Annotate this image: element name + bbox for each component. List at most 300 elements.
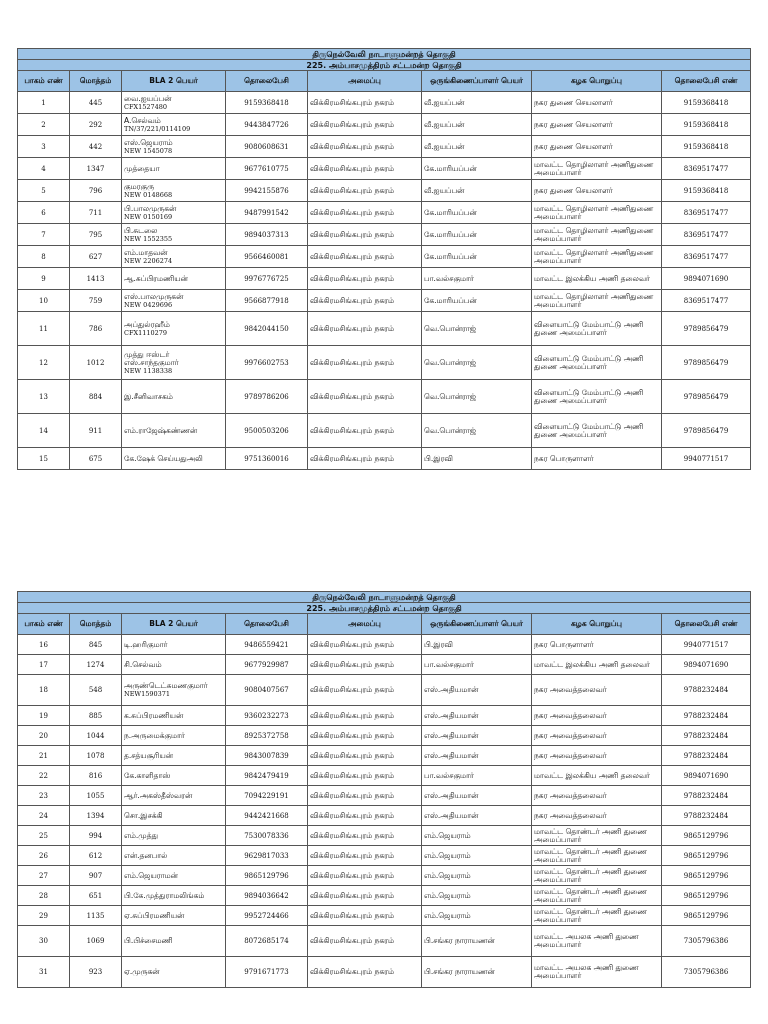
cell-coordinator-phone: 9789856479 <box>662 312 751 346</box>
cell-total: 442 <box>70 136 122 158</box>
cell-total: 923 <box>70 957 122 988</box>
cell-total: 845 <box>70 635 122 655</box>
cell-total: 1347 <box>70 158 122 180</box>
cell-organization: விக்கிரமசிங்கபுரம் நகரம் <box>308 786 422 806</box>
cell-phone: 9487991542 <box>226 202 308 224</box>
table-row <box>18 224 751 246</box>
cell-part-no: 10 <box>18 290 70 312</box>
cell-coordinator: வீ.ஐயப்பன் <box>422 114 532 136</box>
cell-organization: விக்கிரமசிங்கபுரம் நகரம் <box>308 114 422 136</box>
header-coordinator-phone: தொலைபேசி எண் <box>662 71 751 92</box>
cell-coordinator: வீ.ஐயப்பன் <box>422 136 532 158</box>
cell-bla2-name <box>122 846 226 866</box>
bla2-id-text: TN/37/221/0114109 <box>124 124 191 133</box>
cell-organization: விக்கிரமசிங்கபுரம் நகரம் <box>308 290 422 312</box>
header-bla2-name: BLA 2 பெயர் <box>122 614 226 635</box>
cell-party-role: மாவட்ட தொழிலாளர் அணிதுணை அமைப்பாளர் <box>532 224 662 246</box>
cell-part-no: 26 <box>18 846 70 866</box>
cell-part-no: 3 <box>18 136 70 158</box>
bla2-name-text: கே.ஷேக் செய்யதுஅலி <box>124 453 203 463</box>
cell-bla2-name <box>122 957 226 988</box>
cell-organization: விக்கிரமசிங்கபுரம் நகரம் <box>308 414 422 448</box>
table-row <box>18 826 751 846</box>
cell-part-no: 30 <box>18 926 70 957</box>
cell-party-role: மாவட்ட இலக்கிய அணி தலைவர் <box>532 268 662 290</box>
bla2-name-text: இ.சீனிவாசகம் <box>124 391 173 401</box>
cell-phone: 9677929987 <box>226 655 308 675</box>
cell-party-role: நகர அவைத்தலைவர் <box>532 746 662 766</box>
cell-total: 612 <box>70 846 122 866</box>
cell-part-no: 8 <box>18 246 70 268</box>
table-row <box>18 746 751 766</box>
cell-bla2-name <box>122 136 226 158</box>
cell-party-role: நகர அவைத்தலைவர் <box>532 786 662 806</box>
cell-coordinator: கே.மாரியப்பன் <box>422 290 532 312</box>
cell-coordinator: கே.மாரியப்பன் <box>422 202 532 224</box>
cell-bla2-name <box>122 766 226 786</box>
cell-phone: 9894037313 <box>226 224 308 246</box>
bla2-name-text: சி.செல்வம் <box>124 659 162 669</box>
table-row <box>18 957 751 988</box>
cell-coordinator: எம்.ஜெயராம் <box>422 866 532 886</box>
cell-total: 1055 <box>70 786 122 806</box>
cell-party-role: விளையாட்டு மேம்பாட்டு அணி துணை அமைப்பாளர் <box>532 414 662 448</box>
cell-part-no: 18 <box>18 675 70 706</box>
cell-coordinator-phone: 7305796386 <box>662 926 751 957</box>
cell-party-role: நகர துணை செயலாளர் <box>532 180 662 202</box>
cell-total: 795 <box>70 224 122 246</box>
cell-phone: 9842479419 <box>226 766 308 786</box>
cell-part-no: 23 <box>18 786 70 806</box>
bla2-name-text: எம்.மாதவன் <box>124 247 168 257</box>
cell-party-role: மாவட்ட தொழிலாளர் அணிதுணை அமைப்பாளர் <box>532 290 662 312</box>
cell-coordinator-phone: 9788232484 <box>662 806 751 826</box>
bla2-name-text: எம்.ஜெயராமன் <box>124 870 178 880</box>
cell-phone: 9566877918 <box>226 290 308 312</box>
bla2-name-text: அருண்டெட்சுமணகுமார் <box>124 681 208 690</box>
cell-part-no: 22 <box>18 766 70 786</box>
cell-bla2-name <box>122 414 226 448</box>
cell-part-no: 12 <box>18 346 70 380</box>
bla2-name-text: குமரகுரு <box>124 181 155 191</box>
cell-part-no: 19 <box>18 706 70 726</box>
cell-phone: 9976602753 <box>226 346 308 380</box>
cell-coordinator-phone: 8369517477 <box>662 224 751 246</box>
bla2-name-text: முத்து ஈஸ்டர் எஸ்.சாந்தகுமார் <box>124 349 179 367</box>
table-row <box>18 726 751 746</box>
table-row <box>18 180 751 202</box>
cell-total: 445 <box>70 92 122 114</box>
cell-part-no: 16 <box>18 635 70 655</box>
cell-phone: 8925372758 <box>226 726 308 746</box>
cell-part-no: 29 <box>18 906 70 926</box>
cell-bla2-name <box>122 826 226 846</box>
table-row <box>18 906 751 926</box>
table-row <box>18 635 751 655</box>
cell-coordinator-phone: 9789856479 <box>662 346 751 380</box>
header-part-no: பாகம் எண் <box>18 614 70 635</box>
cell-phone: 9894036642 <box>226 886 308 906</box>
cell-phone: 9629817033 <box>226 846 308 866</box>
cell-organization: விக்கிரமசிங்கபுரம் நகரம் <box>308 957 422 988</box>
cell-coordinator: எஸ்.அதியமான் <box>422 675 532 706</box>
cell-coordinator: எஸ்.அதியமான் <box>422 746 532 766</box>
cell-phone: 7530078336 <box>226 826 308 846</box>
bla2-name-text: எஸ்.பாலமுருகன் <box>124 291 184 301</box>
cell-bla2-name <box>122 380 226 414</box>
table-row <box>18 806 751 826</box>
cell-total: 1078 <box>70 746 122 766</box>
cell-organization: விக்கிரமசிங்கபுரம் நகரம் <box>308 906 422 926</box>
cell-party-role: நகர பொருளாளர் <box>532 635 662 655</box>
cell-coordinator: பா.வல்சகுமார் <box>422 655 532 675</box>
bla2-name-text: க.சுப்பிரமணியன் <box>124 710 184 720</box>
cell-total: 885 <box>70 706 122 726</box>
cell-bla2-name <box>122 246 226 268</box>
bla2-id-text: NEW 1545078 <box>124 146 173 155</box>
cell-organization: விக்கிரமசிங்கபுரம் நகரம் <box>308 246 422 268</box>
cell-bla2-name <box>122 268 226 290</box>
sheet-table-1 <box>17 48 750 470</box>
header-organization: அமைப்பு <box>308 614 422 635</box>
header-party-role: கழக பொறுப்பு <box>532 614 662 635</box>
cell-bla2-name <box>122 290 226 312</box>
cell-coordinator-phone: 9159368418 <box>662 180 751 202</box>
cell-total: 759 <box>70 290 122 312</box>
bla2-id-text: NEW 1552355 <box>124 234 173 243</box>
cell-coordinator-phone: 9865129796 <box>662 826 751 846</box>
cell-bla2-name <box>122 224 226 246</box>
cell-total: 1274 <box>70 655 122 675</box>
cell-party-role: மாவட்ட தொண்டர் அணி துணை அமைப்பாளர் <box>532 866 662 886</box>
cell-part-no: 1 <box>18 92 70 114</box>
cell-party-role: மாவட்ட தொண்டர் அணி துணை அமைப்பாளர் <box>532 846 662 866</box>
cell-organization: விக்கிரமசிங்கபுரம் நகரம் <box>308 136 422 158</box>
bla-table <box>17 48 751 470</box>
cell-party-role: நகர துணை செயலாளர் <box>532 136 662 158</box>
table-row <box>18 448 751 470</box>
cell-phone: 9080608631 <box>226 136 308 158</box>
cell-bla2-name <box>122 312 226 346</box>
cell-coordinator-phone: 9789856479 <box>662 414 751 448</box>
table-row <box>18 246 751 268</box>
cell-party-role: விளையாட்டு மேம்பாட்டு அணி துணை அமைப்பாளர் <box>532 312 662 346</box>
cell-bla2-name <box>122 346 226 380</box>
cell-total: 1394 <box>70 806 122 826</box>
cell-bla2-name <box>122 786 226 806</box>
bla2-id-text: CFX1110279 <box>124 328 168 337</box>
bla2-name-text: பி.கே.முத்துராமலிங்கம் <box>124 890 205 900</box>
cell-total: 796 <box>70 180 122 202</box>
cell-total: 1044 <box>70 726 122 746</box>
cell-organization: விக்கிரமசிங்கபுரம் நகரம் <box>308 826 422 846</box>
cell-coordinator: எஸ்.அதியமான் <box>422 726 532 746</box>
table-row <box>18 866 751 886</box>
cell-part-no: 17 <box>18 655 70 675</box>
bla2-id-text: NEW 0148668 <box>124 190 173 199</box>
cell-party-role: மாவட்ட அயலக அணி துணை அமைப்பாளர் <box>532 957 662 988</box>
table-body <box>18 635 751 988</box>
header-total: மொத்தம் <box>70 71 122 92</box>
table-subtitle: 225. அம்பாசமுத்திரம் சட்டமன்ற தொகுதி <box>18 603 751 614</box>
cell-organization: விக்கிரமசிங்கபுரம் நகரம் <box>308 926 422 957</box>
cell-bla2-name <box>122 906 226 926</box>
table-title: திருநெல்வேலி நாடாளுமன்றத் தொகுதி <box>18 592 751 603</box>
cell-phone: 9789786206 <box>226 380 308 414</box>
table-row <box>18 846 751 866</box>
cell-total: 627 <box>70 246 122 268</box>
cell-coordinator-phone: 8369517477 <box>662 202 751 224</box>
cell-phone: 9751360016 <box>226 448 308 470</box>
cell-bla2-name <box>122 202 226 224</box>
cell-party-role: மாவட்ட இலக்கிய அணி தலைவர் <box>532 655 662 675</box>
cell-organization: விக்கிரமசிங்கபுரம் நகரம் <box>308 746 422 766</box>
cell-bla2-name <box>122 180 226 202</box>
cell-phone: 7094229191 <box>226 786 308 806</box>
cell-total: 786 <box>70 312 122 346</box>
cell-organization: விக்கிரமசிங்கபுரம் நகரம் <box>308 726 422 746</box>
cell-phone: 9677610775 <box>226 158 308 180</box>
cell-organization: விக்கிரமசிங்கபுரம் நகரம் <box>308 180 422 202</box>
table-subtitle: 225. அம்பாசமுத்திரம் சட்டமன்ற தொகுதி <box>18 60 751 71</box>
header-part-no: பாகம் எண் <box>18 71 70 92</box>
cell-part-no: 5 <box>18 180 70 202</box>
cell-coordinator-phone: 9894071690 <box>662 766 751 786</box>
cell-part-no: 11 <box>18 312 70 346</box>
cell-part-no: 9 <box>18 268 70 290</box>
cell-coordinator: கே.மாரியப்பன் <box>422 224 532 246</box>
cell-part-no: 20 <box>18 726 70 746</box>
cell-coordinator-phone: 9788232484 <box>662 786 751 806</box>
cell-organization: விக்கிரமசிங்கபுரம் நகரம் <box>308 92 422 114</box>
cell-phone: 9976776725 <box>226 268 308 290</box>
bla2-name-text: எம்.முத்து <box>124 830 158 840</box>
cell-organization: விக்கிரமசிங்கபுரம் நகரம் <box>308 448 422 470</box>
cell-coordinator: எம்.ஜெயராம் <box>422 906 532 926</box>
cell-organization: விக்கிரமசிங்கபுரம் நகரம் <box>308 635 422 655</box>
cell-coordinator: கே.மாரியப்பன் <box>422 158 532 180</box>
cell-party-role: மாவட்ட அயலக அணி துணை அமைப்பாளர் <box>532 926 662 957</box>
cell-organization: விக்கிரமசிங்கபுரம் நகரம் <box>308 312 422 346</box>
table-row <box>18 414 751 448</box>
bla2-name-text: டி.ஹரிகுமார் <box>124 639 168 649</box>
cell-total: 675 <box>70 448 122 470</box>
cell-phone: 9952724466 <box>226 906 308 926</box>
cell-party-role: நகர அவைத்தலைவர் <box>532 806 662 826</box>
cell-coordinator-phone: 9159368418 <box>662 92 751 114</box>
header-coordinator-phone: தொலைபேசி எண் <box>662 614 751 635</box>
cell-party-role: மாவட்ட தொண்டர் அணி துணை அமைப்பாளர் <box>532 886 662 906</box>
cell-organization: விக்கிரமசிங்கபுரம் நகரம் <box>308 766 422 786</box>
cell-bla2-name <box>122 866 226 886</box>
cell-phone: 9842044150 <box>226 312 308 346</box>
bla2-name-text: த.சத்யசூரியன் <box>124 750 174 760</box>
cell-phone: 9566460081 <box>226 246 308 268</box>
cell-organization: விக்கிரமசிங்கபுரம் நகரம் <box>308 202 422 224</box>
table-row <box>18 312 751 346</box>
cell-party-role: மாவட்ட தொழிலாளர் அணிதுணை அமைப்பாளர் <box>532 202 662 224</box>
cell-coordinator-phone: 9789856479 <box>662 380 751 414</box>
cell-part-no: 31 <box>18 957 70 988</box>
cell-coordinator-phone: 9788232484 <box>662 746 751 766</box>
cell-coordinator-phone: 8369517477 <box>662 246 751 268</box>
cell-part-no: 13 <box>18 380 70 414</box>
header-coordinator: ஒருங்கிணைப்பாளர் பெயர் <box>422 614 532 635</box>
cell-party-role: நகர அவைத்தலைவர் <box>532 726 662 746</box>
cell-phone: 9159368418 <box>226 92 308 114</box>
cell-organization: விக்கிரமசிங்கபுரம் நகரம் <box>308 380 422 414</box>
cell-part-no: 15 <box>18 448 70 470</box>
cell-coordinator: பி.இரவி <box>422 635 532 655</box>
table-row <box>18 158 751 180</box>
bla2-name-text: சொ.இசக்கி <box>124 810 163 820</box>
cell-coordinator-phone: 9159368418 <box>662 136 751 158</box>
table-row <box>18 346 751 380</box>
cell-part-no: 21 <box>18 746 70 766</box>
table-title: திருநெல்வேலி நாடாளுமன்றத் தொகுதி <box>18 49 751 60</box>
cell-part-no: 2 <box>18 114 70 136</box>
bla2-id-text: NEW1590371 <box>124 690 171 698</box>
cell-bla2-name <box>122 635 226 655</box>
cell-party-role: மாவட்ட தொண்டர் அணி துணை அமைப்பாளர் <box>532 906 662 926</box>
bla2-name-text: ஆ.சுப்பிரமணியன் <box>124 273 188 283</box>
bla2-name-text: ஆர்.அகஸ்தீஸ்வரன் <box>124 790 193 800</box>
table-row <box>18 380 751 414</box>
cell-coordinator-phone: 9865129796 <box>662 906 751 926</box>
header-party-role: கழக பொறுப்பு <box>532 71 662 92</box>
cell-organization: விக்கிரமசிங்கபுரம் நகரம் <box>308 706 422 726</box>
cell-phone: 9843007839 <box>226 746 308 766</box>
bla2-name-text: கே.காளிதாஸ் <box>124 770 171 780</box>
bla-table <box>17 591 751 988</box>
cell-bla2-name <box>122 158 226 180</box>
header-bla2-name: BLA 2 பெயர் <box>122 71 226 92</box>
cell-party-role: மாவட்ட தொழிலாளர் அணிதுணை அமைப்பாளர் <box>532 246 662 268</box>
bla2-name-text: ந.அருமைக்குமார் <box>124 730 185 740</box>
cell-part-no: 14 <box>18 414 70 448</box>
cell-bla2-name <box>122 726 226 746</box>
cell-phone: 9791671773 <box>226 957 308 988</box>
cell-organization: விக்கிரமசிங்கபுரம் நகரம் <box>308 158 422 180</box>
cell-coordinator-phone: 9788232484 <box>662 675 751 706</box>
cell-part-no: 24 <box>18 806 70 826</box>
cell-total: 816 <box>70 766 122 786</box>
cell-coordinator: எம்.ஜெயராம் <box>422 846 532 866</box>
cell-party-role: மாவட்ட இலக்கிய அணி தலைவர் <box>532 766 662 786</box>
cell-coordinator-phone: 8369517477 <box>662 158 751 180</box>
table-row <box>18 886 751 906</box>
bla2-name-text: என்.தனபால் <box>124 850 168 860</box>
table-row <box>18 786 751 806</box>
cell-phone: 9865129796 <box>226 866 308 886</box>
bla2-id-text: NEW 1138338 <box>124 366 173 375</box>
bla2-name-text: A.செல்வம் <box>124 115 161 125</box>
cell-party-role: மாவட்ட தொழிலாளர் அணிதுணை அமைப்பாளர் <box>532 158 662 180</box>
bla2-id-text: CFX1527480 <box>124 102 168 111</box>
cell-coordinator-phone: 9865129796 <box>662 846 751 866</box>
cell-phone: 9942155876 <box>226 180 308 202</box>
cell-organization: விக்கிரமசிங்கபுரம் நகரம் <box>308 866 422 886</box>
cell-coordinator: வீ.ஐயப்பன் <box>422 92 532 114</box>
cell-coordinator-phone: 8369517477 <box>662 290 751 312</box>
bla2-name-text: எம்.ராஜேஷ்கண்ணன் <box>124 425 198 435</box>
cell-organization: விக்கிரமசிங்கபுரம் நகரம் <box>308 886 422 906</box>
table-row <box>18 706 751 726</box>
bla2-name-text: அப்துல்ரஹீம் <box>124 319 170 329</box>
bla2-id-text: NEW 0429696 <box>124 300 173 309</box>
cell-coordinator: பா.வல்சகுமார் <box>422 766 532 786</box>
cell-organization: விக்கிரமசிங்கபுரம் நகரம் <box>308 806 422 826</box>
cell-total: 1069 <box>70 926 122 957</box>
cell-party-role: நகர துணை செயலாளர் <box>532 92 662 114</box>
bla2-name-text: முத்தையா <box>124 163 160 173</box>
cell-phone: 9443847726 <box>226 114 308 136</box>
cell-organization: விக்கிரமசிங்கபுரம் நகரம் <box>308 846 422 866</box>
cell-part-no: 28 <box>18 886 70 906</box>
cell-coordinator: எம்.ஜெயராம் <box>422 826 532 846</box>
cell-phone: 9360232273 <box>226 706 308 726</box>
cell-total: 1012 <box>70 346 122 380</box>
cell-total: 1135 <box>70 906 122 926</box>
cell-total: 1413 <box>70 268 122 290</box>
cell-coordinator: வெ.பொன்ராஜ் <box>422 380 532 414</box>
cell-coordinator: வீ.ஐயப்பன் <box>422 180 532 202</box>
bla2-name-text: பி.பாலமுருகன் <box>124 203 177 213</box>
cell-bla2-name <box>122 448 226 470</box>
cell-total: 711 <box>70 202 122 224</box>
bla2-name-text: எஸ்.ஜெயராம் <box>124 137 173 147</box>
cell-coordinator: வெ.பொன்ராஜ் <box>422 312 532 346</box>
cell-coordinator: பி.சங்கர நாராயணன் <box>422 957 532 988</box>
cell-party-role: நகர துணை செயலாளர் <box>532 114 662 136</box>
cell-part-no: 27 <box>18 866 70 886</box>
bla2-name-text: பி.சுடலை <box>124 225 158 235</box>
header-coordinator: ஒருங்கிணைப்பாளர் பெயர் <box>422 71 532 92</box>
header-phone: தொலைபேசி <box>226 614 308 635</box>
bla2-name-text: ஏ.முருகன் <box>124 967 160 976</box>
cell-coordinator-phone: 9159368418 <box>662 114 751 136</box>
cell-coordinator-phone: 9865129796 <box>662 886 751 906</box>
cell-bla2-name <box>122 675 226 706</box>
cell-party-role: விளையாட்டு மேம்பாட்டு அணி துணை அமைப்பாளர் <box>532 380 662 414</box>
cell-coordinator: எம்.ஜெயராம் <box>422 886 532 906</box>
cell-bla2-name <box>122 886 226 906</box>
table-body <box>18 92 751 470</box>
header-total: மொத்தம் <box>70 614 122 635</box>
cell-coordinator: எஸ்.அதியமான் <box>422 706 532 726</box>
cell-coordinator-phone: 9894071690 <box>662 268 751 290</box>
table-row <box>18 290 751 312</box>
cell-bla2-name <box>122 806 226 826</box>
cell-organization: விக்கிரமசிங்கபுரம் நகரம் <box>308 346 422 380</box>
table-row <box>18 926 751 957</box>
table-row <box>18 114 751 136</box>
table-row <box>18 766 751 786</box>
cell-coordinator-phone: 7305796386 <box>662 957 751 988</box>
cell-bla2-name <box>122 706 226 726</box>
cell-bla2-name <box>122 92 226 114</box>
cell-party-role: நகர அவைத்தலைவர் <box>532 706 662 726</box>
cell-total: 907 <box>70 866 122 886</box>
cell-coordinator: கே.மாரியப்பன் <box>422 246 532 268</box>
cell-total: 911 <box>70 414 122 448</box>
cell-coordinator-phone: 9865129796 <box>662 866 751 886</box>
cell-coordinator: வெ.பொன்ராஜ் <box>422 346 532 380</box>
cell-coordinator-phone: 9940771517 <box>662 448 751 470</box>
cell-coordinator: பி.இரவி <box>422 448 532 470</box>
sheet-table-2 <box>17 591 750 988</box>
cell-bla2-name <box>122 655 226 675</box>
